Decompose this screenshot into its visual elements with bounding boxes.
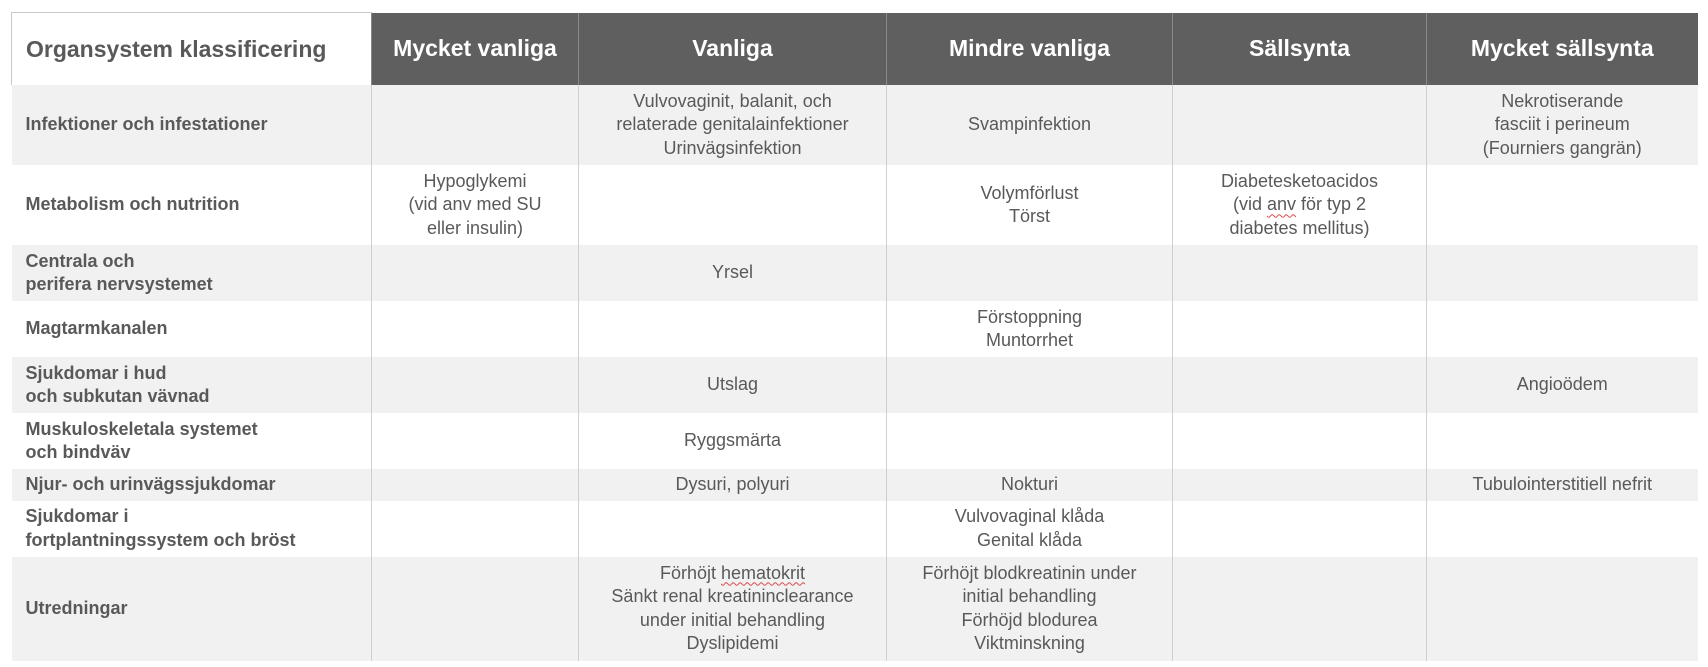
cell-line: Nokturi xyxy=(1000,474,1058,494)
uncommon-cell xyxy=(887,301,1173,357)
cell-line: Tubulointerstitiell nefrit xyxy=(1472,474,1652,494)
spellcheck-flagged-word: hematokrit xyxy=(720,562,806,583)
organ-cell: Utredningar xyxy=(12,557,372,661)
very-rare-cell xyxy=(1427,165,1698,245)
rare-cell xyxy=(1173,501,1427,557)
organ-cell xyxy=(12,357,372,413)
common-cell xyxy=(579,501,887,557)
table-row-infections xyxy=(12,85,1698,165)
very-common-cell xyxy=(372,85,579,165)
cell-line: initial behandling xyxy=(962,586,1097,606)
cell-line: Vulvovaginit, balanit, och xyxy=(633,90,832,111)
table-row-skin xyxy=(12,357,1698,413)
organ-cell xyxy=(12,413,372,469)
header-very-rare: Mycket sällsynta xyxy=(1427,13,1698,86)
uncommon-cell xyxy=(887,357,1173,413)
cell-line: Centrala och xyxy=(25,250,135,271)
organ-cell: Infektioner och infestationer xyxy=(12,85,372,165)
cell-line xyxy=(1179,193,1420,217)
very-rare-cell xyxy=(1427,357,1698,413)
common-cell xyxy=(579,557,887,661)
rare-cell xyxy=(1173,85,1427,165)
cell-line: Ryggsmärta xyxy=(683,430,782,451)
common-cell xyxy=(579,245,887,301)
cell-line: Angioödem xyxy=(1516,374,1608,395)
cell-line: fasciit i perineum xyxy=(1494,114,1630,135)
header-rare: Sällsynta xyxy=(1173,13,1427,86)
rare-cell xyxy=(1173,413,1427,469)
rare-cell xyxy=(1173,301,1427,357)
very-common-cell xyxy=(372,357,579,413)
spellcheck-flagged-word: anv xyxy=(1266,194,1296,215)
rare-cell xyxy=(1173,165,1427,245)
uncommon-cell xyxy=(887,165,1173,245)
header-uncommon: Mindre vanliga xyxy=(887,13,1173,86)
cell-line: Sjukdomar i xyxy=(25,506,129,526)
cell-line: Hypoglykemi xyxy=(423,170,527,191)
cell-line: fortplantningssystem och bröst xyxy=(25,529,296,550)
uncommon-cell xyxy=(887,501,1173,557)
cell-line: Urinvägsinfektion xyxy=(663,137,802,158)
rare-cell xyxy=(1173,469,1427,501)
cell-line: Svampinfektion xyxy=(967,114,1092,135)
cell-line: Viktminskning xyxy=(974,633,1085,653)
very-rare-cell xyxy=(1427,85,1698,165)
header-organ-system: Organsystem klassificering xyxy=(12,13,372,86)
common-cell xyxy=(579,413,887,469)
cell-line: perifera nervsystemet xyxy=(25,274,213,294)
very-common-cell xyxy=(372,469,579,501)
very-rare-cell xyxy=(1427,557,1698,661)
cell-line: relaterade genitalainfektioner xyxy=(616,114,849,135)
table-row-metabolism xyxy=(12,165,1698,245)
uncommon-cell xyxy=(887,469,1173,501)
table-row-renal xyxy=(12,469,1698,501)
table-row-nervous-system xyxy=(12,245,1698,301)
organ-cell: Metabolism och nutrition xyxy=(12,165,372,245)
uncommon-cell xyxy=(887,557,1173,661)
cell-text: (vid xyxy=(1232,194,1267,215)
uncommon-cell xyxy=(887,245,1173,301)
table-row-reproductive xyxy=(12,501,1698,557)
very-common-cell xyxy=(372,301,579,357)
table-row-investigations xyxy=(12,557,1698,661)
cell-line: Muskuloskeletala systemet xyxy=(25,418,258,439)
very-common-cell xyxy=(372,245,579,301)
table-row-musculoskeletal xyxy=(12,413,1698,469)
cell-line: Dyslipidemi xyxy=(686,633,779,653)
cell-text: för typ 2 xyxy=(1296,194,1367,215)
very-common-cell xyxy=(372,501,579,557)
organ-cell: Magtarmkanalen xyxy=(12,301,372,357)
header-very-common: Mycket vanliga xyxy=(372,13,579,86)
very-rare-cell xyxy=(1427,469,1698,501)
cell-line: (Fourniers gangrän) xyxy=(1482,137,1642,158)
very-rare-cell xyxy=(1427,413,1698,469)
organ-cell xyxy=(12,245,372,301)
very-rare-cell xyxy=(1427,301,1698,357)
cell-line: diabetes mellitus) xyxy=(1229,217,1370,238)
cell-line: Genital klåda xyxy=(976,529,1083,550)
very-rare-cell xyxy=(1427,245,1698,301)
very-common-cell xyxy=(372,557,579,661)
cell-line: under initial behandling xyxy=(639,609,826,630)
uncommon-cell xyxy=(887,85,1173,165)
cell-line: och subkutan vävnad xyxy=(25,386,210,406)
rare-cell xyxy=(1173,245,1427,301)
rare-cell xyxy=(1173,357,1427,413)
cell-line: Yrsel xyxy=(711,262,753,283)
cell-line xyxy=(585,562,880,586)
cell-line: Dysuri, polyuri xyxy=(675,474,790,494)
adverse-reactions-table-container xyxy=(11,12,1697,661)
cell-text: Förhöjt xyxy=(659,562,721,583)
cell-line: (vid anv med SU xyxy=(408,194,542,215)
cell-line: Muntorrhet xyxy=(985,330,1074,350)
cell-line: Utslag xyxy=(706,374,759,395)
cell-line: Vulvovaginal klåda xyxy=(954,506,1105,526)
cell-line: Förstoppning xyxy=(976,306,1083,327)
header-common: Vanliga xyxy=(579,13,887,86)
cell-line: Diabetesketoacidos xyxy=(1220,170,1379,191)
common-cell xyxy=(579,165,887,245)
cell-line: Nekrotiserande xyxy=(1501,90,1624,111)
very-rare-cell xyxy=(1427,501,1698,557)
cell-line: och bindväv xyxy=(25,442,131,462)
organ-cell: Njur- och urinvägssjukdomar xyxy=(12,469,372,501)
very-common-cell xyxy=(372,165,579,245)
cell-line: eller insulin) xyxy=(426,217,524,238)
cell-line: Törst xyxy=(1008,206,1050,226)
table-row-gastrointestinal xyxy=(12,301,1698,357)
cell-line: Sjukdomar i hud xyxy=(25,362,167,383)
common-cell xyxy=(579,85,887,165)
uncommon-cell xyxy=(887,413,1173,469)
cell-line: Förhöjd blodurea xyxy=(961,609,1098,630)
very-common-cell xyxy=(372,413,579,469)
table-header-row xyxy=(12,13,1698,86)
adverse-reactions-table xyxy=(11,12,1698,661)
cell-line: Förhöjt blodkreatinin under xyxy=(922,562,1137,583)
common-cell xyxy=(579,469,887,501)
organ-cell xyxy=(12,501,372,557)
cell-line: Sänkt renal kreatininclearance xyxy=(611,586,854,606)
common-cell xyxy=(579,301,887,357)
cell-line: Volymförlust xyxy=(980,182,1079,203)
common-cell xyxy=(579,357,887,413)
rare-cell xyxy=(1173,557,1427,661)
